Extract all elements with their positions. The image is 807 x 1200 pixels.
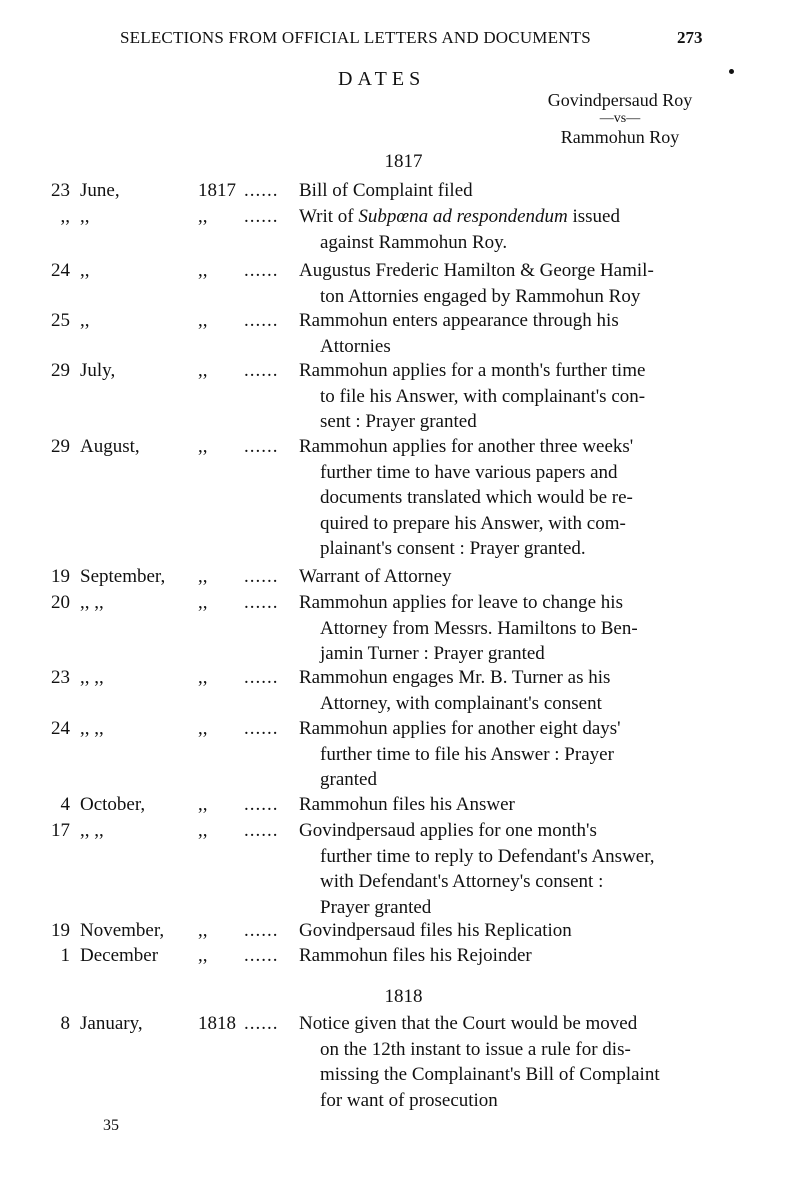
page-number: 273 [677,28,703,47]
section-title: DATES [338,68,426,90]
entry-year: ,, [198,820,208,841]
entry-month: ,, ,, [80,820,104,841]
writ-latin-name: Subpœna ad respondendum [358,206,568,227]
versus-label: —vs— [599,111,641,126]
entry-month: September, [80,566,166,587]
entry-year: ,, [198,718,208,739]
entry-year: ,, [198,310,208,331]
entry-description-line: against Rammohun Roy. [320,231,508,253]
entry-leader-dots: ...... [244,920,279,941]
entry-description-line: Rammohun files his Rejoinder [299,945,532,966]
entry-leader-dots: ...... [244,310,279,331]
entry-day: 20 [51,592,70,613]
entry-leader-dots: ...... [244,945,279,966]
entry-description [299,178,721,204]
entry-description-line: Writ of Subpœna ad respondendum issued [299,206,620,227]
entry-month: December [80,945,159,966]
entry-leader-dots: ...... [244,180,279,201]
entry-description-line: ton Attornies engaged by Rammohun Roy [320,285,641,307]
entry-day: 17 [51,820,70,841]
entry-month: August, [80,436,140,457]
entry-description-line: Attornies [320,335,391,357]
signature-mark: 35 [103,1117,119,1134]
entry-description [299,590,721,667]
entry-year: ,, [198,920,208,941]
entry-year: ,, [198,360,208,381]
entry-description-line: on the 12th instant to issue a rule for dis- [320,1038,631,1060]
entry-description-line: Prayer granted [320,896,432,918]
entry-description-line: Rammohun applies for another eight days' [299,718,621,739]
defendant-name: Rammohun Roy [560,127,680,147]
entry-month: ,, ,, [80,592,104,613]
entry-description-line: Rammohun enters appearance through his [299,310,619,331]
entry-description-line: Notice given that the Court would be moved [299,1013,638,1034]
entry-year: 1817 [198,180,236,201]
entry-day: 24 [51,260,70,281]
entry-day: 23 [51,180,70,201]
entry-leader-dots: ...... [244,566,279,587]
entry-day: 29 [51,360,70,381]
entry-month: ,, ,, [80,718,104,739]
entry-description-line: further time to file his Answer : Prayer [320,743,614,765]
entry-month: October, [80,794,146,815]
case-title [520,90,720,148]
entry-description-line: Rammohun engages Mr. B. Turner as his [299,667,611,688]
entry-day: 24 [51,718,70,739]
entry-description [299,564,721,590]
entry-description [299,918,721,944]
entry-leader-dots: ...... [244,260,279,281]
entry-description [299,258,721,309]
entry-description-line: quired to prepare his Answer, with com- [320,512,626,534]
entry-day: 8 [60,1013,70,1034]
entry-leader-dots: ...... [244,206,279,227]
entry-description-line: Warrant of Attorney [299,566,452,587]
entry-month: June, [80,180,120,201]
entry-year: ,, [198,592,208,613]
entry-description-line: for want of prosecution [320,1089,498,1111]
entry-description-line: Rammohun applies for another three weeks' [299,436,634,457]
entry-description [299,1011,721,1113]
entry-description-line: jamin Turner : Prayer granted [320,643,545,664]
entry-year: ,, [198,260,208,281]
entry-description-line: Rammohun files his Answer [299,794,515,815]
entry-description [299,434,721,562]
entry-description [299,204,721,255]
entry-day: ,, [60,206,70,227]
entry-month: January, [80,1013,143,1034]
entry-month: July, [80,360,116,381]
entry-description [299,792,721,818]
entry-leader-dots: ...... [244,794,279,815]
entry-description [299,358,721,435]
entry-month: ,, [80,206,90,227]
entry-description-line: plainant's consent : Prayer granted. [320,538,586,559]
entry-day: 4 [60,794,70,815]
entry-leader-dots: ...... [244,667,279,688]
entry-day: 19 [51,920,70,941]
entry-leader-dots: ...... [244,592,279,613]
entry-day: 19 [51,566,70,587]
entry-description-line: further time to reply to Defendant's Answer, [320,845,655,867]
entry-year: ,, [198,436,208,457]
entry-description-line: Govindpersaud applies for one month's [299,820,597,841]
entry-leader-dots: ...... [244,360,279,381]
entry-day: 1 [60,945,70,966]
entry-month: ,, ,, [80,667,104,688]
running-title: SELECTIONS FROM OFFICIAL LETTERS AND DOCUMENTS [120,28,591,47]
entry-description-line: to file his Answer, with complainant's con- [320,385,646,407]
entry-month: November, [80,920,165,941]
entry-description-line: granted [320,769,377,790]
entry-day: 29 [51,436,70,457]
entry-description-line: sent : Prayer granted [320,411,477,432]
entry-year: ,, [198,667,208,688]
entry-description-line: Rammohun applies for leave to change his [299,592,623,613]
entry-year: 1818 [198,1013,236,1034]
entry-description-line: further time to have various papers and [320,461,618,483]
plaintiff-name: Govindpersaud Roy [547,90,693,110]
entry-leader-dots: ...... [244,718,279,739]
entry-month: ,, [80,310,90,331]
entry-description [299,818,721,920]
entry-day: 25 [51,310,70,331]
print-speck [729,69,734,74]
entry-description-line: documents translated which would be re- [320,487,633,508]
entry-month: ,, [80,260,90,281]
year-heading-1817: 1817 [384,151,423,172]
entry-leader-dots: ...... [244,820,279,841]
entry-day: 23 [51,667,70,688]
entry-year: ,, [198,794,208,815]
entry-description-line: Rammohun applies for a month's further time [299,360,646,381]
entry-description [299,308,721,359]
entry-description-line: Attorney from Messrs. Hamiltons to Ben- [320,617,638,639]
entry-description-line: Govindpersaud files his Replication [299,920,572,941]
entry-description-line: Bill of Complaint filed [299,180,473,201]
entry-description [299,665,721,716]
year-heading-1818: 1818 [384,986,423,1007]
entry-description [299,943,721,969]
entry-description-line: with Defendant's Attorney's consent : [320,871,604,892]
entry-year: ,, [198,566,208,587]
entry-description-line: missing the Complainant's Bill of Complaint [320,1064,660,1085]
entry-description-line: Attorney, with complainant's consent [320,692,602,714]
entry-leader-dots: ...... [244,436,279,457]
entry-description [299,716,721,793]
running-header [0,28,807,52]
entry-year: ,, [198,206,208,227]
entry-year: ,, [198,945,208,966]
entry-description-line: Augustus Frederic Hamilton & George Hamil- [299,260,654,281]
entry-leader-dots: ...... [244,1013,279,1034]
